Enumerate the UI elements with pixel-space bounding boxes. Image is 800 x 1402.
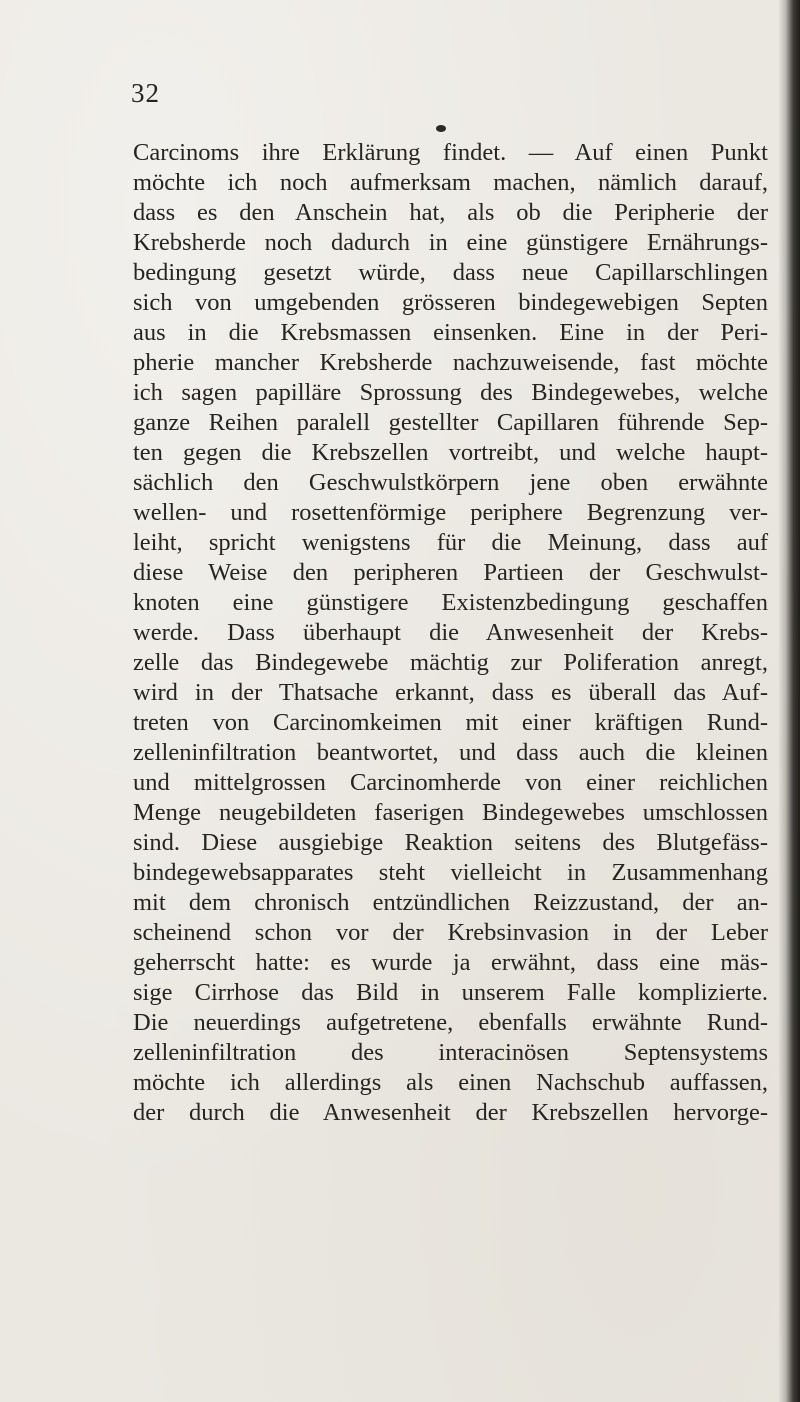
text-line: diese Weise den peripheren Partieen der Geschwulst- [133, 559, 768, 586]
text-line: zelle das Bindegewebe mächtig zur Poliferation anregt, [133, 649, 768, 676]
text-line: aus in die Krebsmassen einsenken. Eine in der Peri- [133, 319, 768, 346]
text-line: geherrscht hatte: es wurde ja erwähnt, dass eine mäs- [133, 949, 768, 976]
text-line: zelleninfiltration beantwortet, und dass auch die kleinen [133, 739, 768, 766]
text-line: werde. Dass überhaupt die Anwesenheit der Krebs- [133, 619, 768, 646]
text-line: Menge neugebildeten faserigen Bindegewebes umschlossen [133, 799, 768, 826]
text-line: wird in der Thatsache erkannt, dass es überall das Auf- [133, 679, 768, 706]
text-line: leiht, spricht wenigstens für die Meinung, dass auf [133, 529, 768, 556]
body-text [133, 138, 768, 1128]
text-line: und mittelgrossen Carcinomherde von einer reichlichen [133, 769, 768, 796]
text-line: der durch die Anwesenheit der Krebszellen hervorge- [133, 1099, 768, 1126]
text-line: ten gegen die Krebszellen vortreibt, und welche haupt- [133, 439, 768, 466]
text-line: sächlich den Geschwulstkörpern jene oben erwähnte [133, 469, 768, 496]
text-line: ich sagen papilläre Sprossung des Bindegewebes, welche [133, 379, 768, 406]
text-line: Carcinoms ihre Erklärung findet. — Auf einen Punkt [133, 139, 768, 166]
text-line: möchte ich allerdings als einen Nachschub auffassen, [133, 1069, 768, 1096]
text-line: bindegewebsapparates steht vielleicht in Zusammenhang [133, 859, 768, 886]
text-line: Krebsherde noch dadurch in eine günstigere Ernährungs- [133, 229, 768, 256]
text-line: bedingung gesetzt würde, dass neue Capillarschlingen [133, 259, 768, 286]
text-line: ganze Reihen paralell gestellter Capillaren führende Sep- [133, 409, 768, 436]
text-line: Die neuerdings aufgetretene, ebenfalls erwähnte Rund- [133, 1009, 768, 1036]
text-line: knoten eine günstigere Existenzbedingung geschaffen [133, 589, 768, 616]
page-number: 32 [131, 78, 160, 108]
text-line: mit dem chronisch entzündlichen Reizzustand, der an- [133, 889, 768, 916]
page-binding-edge [778, 0, 800, 1402]
text-line: wellen- und rosettenförmige periphere Begrenzung ver- [133, 499, 768, 526]
text-line: pherie mancher Krebsherde nachzuweisende, fast möchte [133, 349, 768, 376]
text-line: scheinend schon vor der Krebsinvasion in der Leber [133, 919, 768, 946]
text-line: sige Cirrhose das Bild in unserem Falle komplizierte. [133, 979, 768, 1006]
text-line: sich von umgebenden grösseren bindegewebigen Septen [133, 289, 768, 316]
text-line: möchte ich noch aufmerksam machen, nämlich darauf, [133, 169, 768, 196]
ink-spot [436, 125, 446, 132]
text-line: sind. Diese ausgiebige Reaktion seitens des Blutgefäss- [133, 829, 768, 856]
text-line: dass es den Anschein hat, als ob die Peripherie der [133, 199, 768, 226]
text-line: treten von Carcinomkeimen mit einer kräftigen Rund- [133, 709, 768, 736]
text-line: zelleninfiltration des interacinösen Septensystems [133, 1039, 768, 1066]
